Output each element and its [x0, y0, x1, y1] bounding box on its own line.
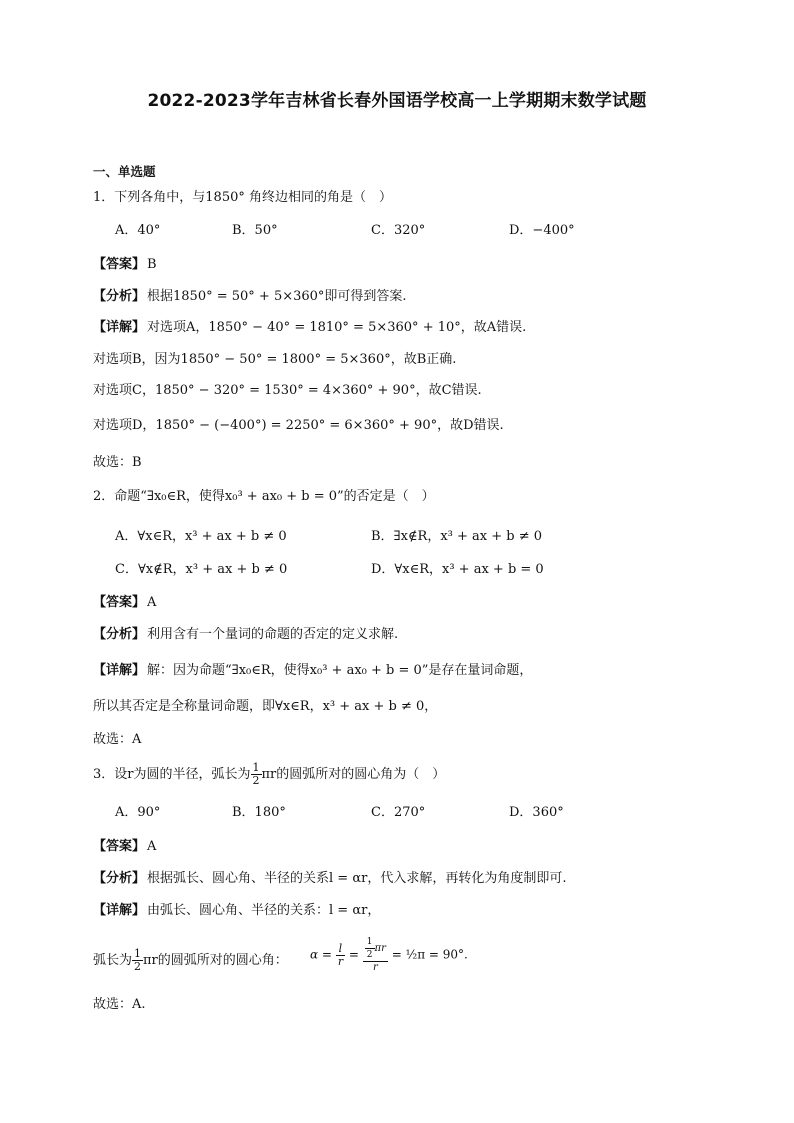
- q2-option-a: A．∀x∈R，x³ + ax + b ≠ 0: [115, 529, 287, 544]
- q2-option-c: C．∀x∉R，x³ + ax + b ≠ 0: [115, 562, 288, 577]
- eq-frac-l-r: $\frac{l}{r}$: [337, 941, 344, 968]
- answer-label: 【答案】: [93, 257, 146, 272]
- detail-label: 【详解】: [93, 663, 146, 678]
- q1-line-c: 对选项C，1850° − 320° = 1530° = 4×360° + 90°，故C错误.: [93, 383, 482, 398]
- detail-label: 【详解】: [93, 903, 146, 918]
- q3-equation: [310, 936, 468, 974]
- analysis-label: 【分析】: [93, 289, 146, 304]
- section-heading: 一、单选题: [93, 164, 156, 179]
- q2-line-2: 所以其否定是全称量词命题，即∀x∈R，x³ + ax + b ≠ 0，: [93, 699, 438, 714]
- q1-line-d: 对选项D，1850° − (−400°) = 2250° = 6×360° + 90°，故D错误.: [93, 418, 504, 433]
- q3-detail: [93, 902, 380, 920]
- q3-line-fraction: $\frac{1}{2}$: [134, 947, 142, 973]
- eq-compound-fraction: $\frac{1}{2}$ πr r: [363, 936, 388, 974]
- q3-choice: 故选：A.: [93, 997, 146, 1012]
- q2-choice: 故选：A: [93, 732, 142, 747]
- q1-detail-text: 对选项A，1850° − 40° = 1810° = 5×360° + 10°，故A错误.: [147, 320, 527, 335]
- q3-answer-value: A: [147, 839, 157, 854]
- q3-option-a: A．90°: [115, 805, 161, 820]
- eq-alpha: α =: [310, 947, 332, 962]
- q3-analysis-text: 根据弧长、圆心角、半径的关系l = αr，代入求解，再转化为角度制即可.: [147, 871, 567, 886]
- q1-line-b: 对选项B，因为1850° − 50° = 1800° = 5×360°，故B正确.: [93, 352, 457, 367]
- q1-choice: 故选：B: [93, 455, 142, 470]
- q1-option-c: C．320°: [371, 223, 426, 238]
- q1-option-b: B．50°: [232, 223, 278, 238]
- q2-analysis: [93, 626, 398, 644]
- eq-equals: =: [348, 947, 359, 962]
- q1-option-a: A．40°: [115, 223, 161, 238]
- q3-line-post: πr的圆弧所对的圆心角：: [143, 953, 288, 968]
- q3-answer: [93, 838, 156, 856]
- q2-detail: [93, 662, 532, 680]
- q2-answer: [93, 594, 156, 612]
- q3-line-arc: [93, 948, 288, 973]
- q3-stem-pre: 3．设r为圆的半径，弧长为: [93, 767, 251, 782]
- page-title: 2022-2023学年吉林省长春外国语学校高一上学期期末数学试题: [147, 91, 647, 111]
- q2-analysis-text: 利用含有一个量词的命题的否定的定义求解.: [147, 627, 399, 642]
- q3-option-c: C．270°: [371, 805, 426, 820]
- answer-label: 【答案】: [93, 595, 146, 610]
- q2-stem: 2．命题“∃x₀∈R，使得x₀³ + ax₀ + b = 0”的否定是（ ）: [93, 489, 435, 504]
- q1-option-d: D．−400°: [509, 223, 575, 238]
- eq-result: = ½π = 90°.: [391, 947, 468, 962]
- q1-detail: [93, 319, 526, 337]
- analysis-label: 【分析】: [93, 871, 146, 886]
- q3-stem-fraction: $\frac{1}{2}$: [252, 761, 260, 787]
- q3-stem: [93, 762, 445, 787]
- q1-analysis-text: 根据1850° = 50° + 5×360°即可得到答案.: [147, 289, 407, 304]
- q3-line-pre: 弧长为: [93, 953, 133, 968]
- q1-answer-value: B: [147, 257, 157, 272]
- q2-answer-value: A: [147, 595, 157, 610]
- answer-label: 【答案】: [93, 839, 146, 854]
- q3-option-d: D．360°: [509, 805, 564, 820]
- q3-option-b: B．180°: [232, 805, 286, 820]
- q1-stem: 1．下列各角中，与1850° 角终边相同的角是（ ）: [93, 190, 392, 205]
- q3-detail-text: 由弧长、圆心角、半径的关系：l = αr，: [147, 903, 381, 918]
- q3-analysis: [93, 870, 566, 888]
- q3-stem-post: πr的圆弧所对的圆心角为（ ）: [261, 767, 446, 782]
- q2-option-d: D．∀x∈R，x³ + ax + b = 0: [371, 562, 544, 577]
- q1-analysis: [93, 288, 407, 306]
- q2-option-b: B．∃x∉R，x³ + ax + b ≠ 0: [371, 529, 543, 544]
- detail-label: 【详解】: [93, 320, 146, 335]
- q2-detail-text: 解：因为命题“∃x₀∈R，使得x₀³ + ax₀ + b = 0”是存在量词命题，: [147, 663, 533, 678]
- analysis-label: 【分析】: [93, 627, 146, 642]
- q1-answer: [93, 256, 157, 274]
